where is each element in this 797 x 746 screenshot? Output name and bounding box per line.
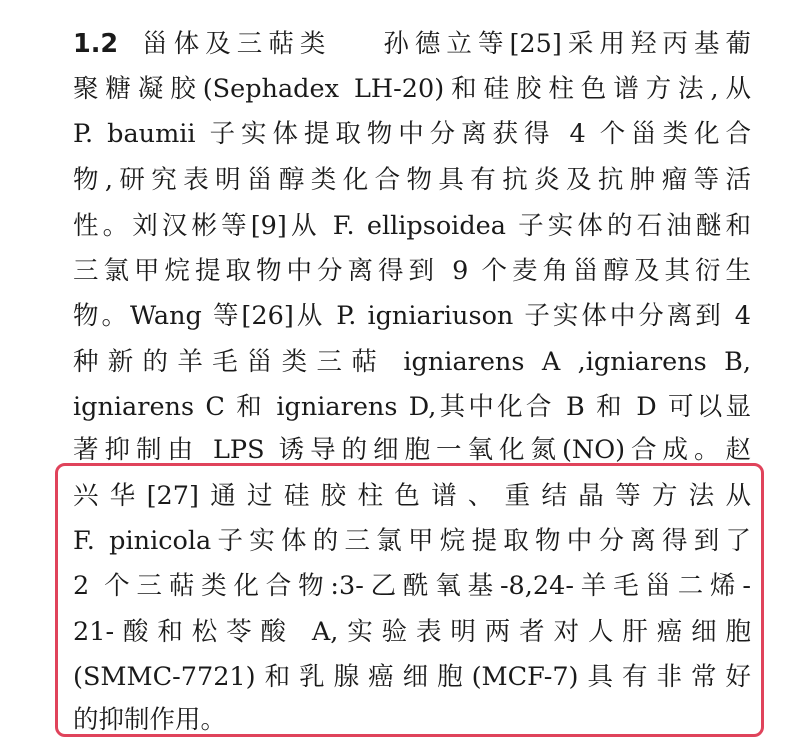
text-line-11: 兴华[27]通过硅胶柱色谱、重结晶等方法从 [73,481,751,511]
paragraph-line: 孙德立等[25]采用羟丙基葡 [377,29,751,59]
text-line-15: (SMMC-7721)和乳腺癌细胞(MCF-7)具有非常好 [73,662,751,692]
text-line-14: 21-酸和松苓酸 A,实验表明两者对人肝癌细胞 [73,617,751,647]
section-title: 甾体及三萜类 [136,29,332,59]
text-line-1 [73,24,751,64]
text-line-6: 三氯甲烷提取物中分离得到 9 个麦角甾醇及其衍生 [73,256,751,286]
text-line-10: 著抑制由 LPS 诱导的细胞一氧化氮(NO)合成。赵 [73,435,751,465]
text-line-5: 性。刘汉彬等[9]从 F. ellipsoidea 子实体的石油醚和 [73,211,751,241]
text-line-13: 2 个三萜类化合物:3-乙酰氧基-8,24-羊毛甾二烯- [73,571,751,601]
text-line-12: F. pinicola子实体的三氯甲烷提取物中分离得到了 [73,526,751,556]
section-number: 1.2 [73,29,119,59]
text-line-3: P. baumii 子实体提取物中分离获得 4 个甾类化合 [73,119,751,149]
text-line-8: 种新的羊毛甾类三萜 igniarens A ,igniarens B, [73,347,751,377]
text-line-16: 的抑制作用。 [73,705,227,735]
text-line-7: 物。Wang 等[26]从 P. igniariuson 子实体中分离到 4 [73,301,751,331]
highlight-box [55,463,764,737]
text-line-4: 物,研究表明甾醇类化合物具有抗炎及抗肿瘤等活 [73,165,751,195]
text-line-2: 聚糖凝胶(Sephadex LH-20)和硅胶柱色谱方法,从 [73,74,751,104]
text-line-9: igniarens C 和 igniarens D,其中化合 B 和 D 可以显 [73,392,751,422]
